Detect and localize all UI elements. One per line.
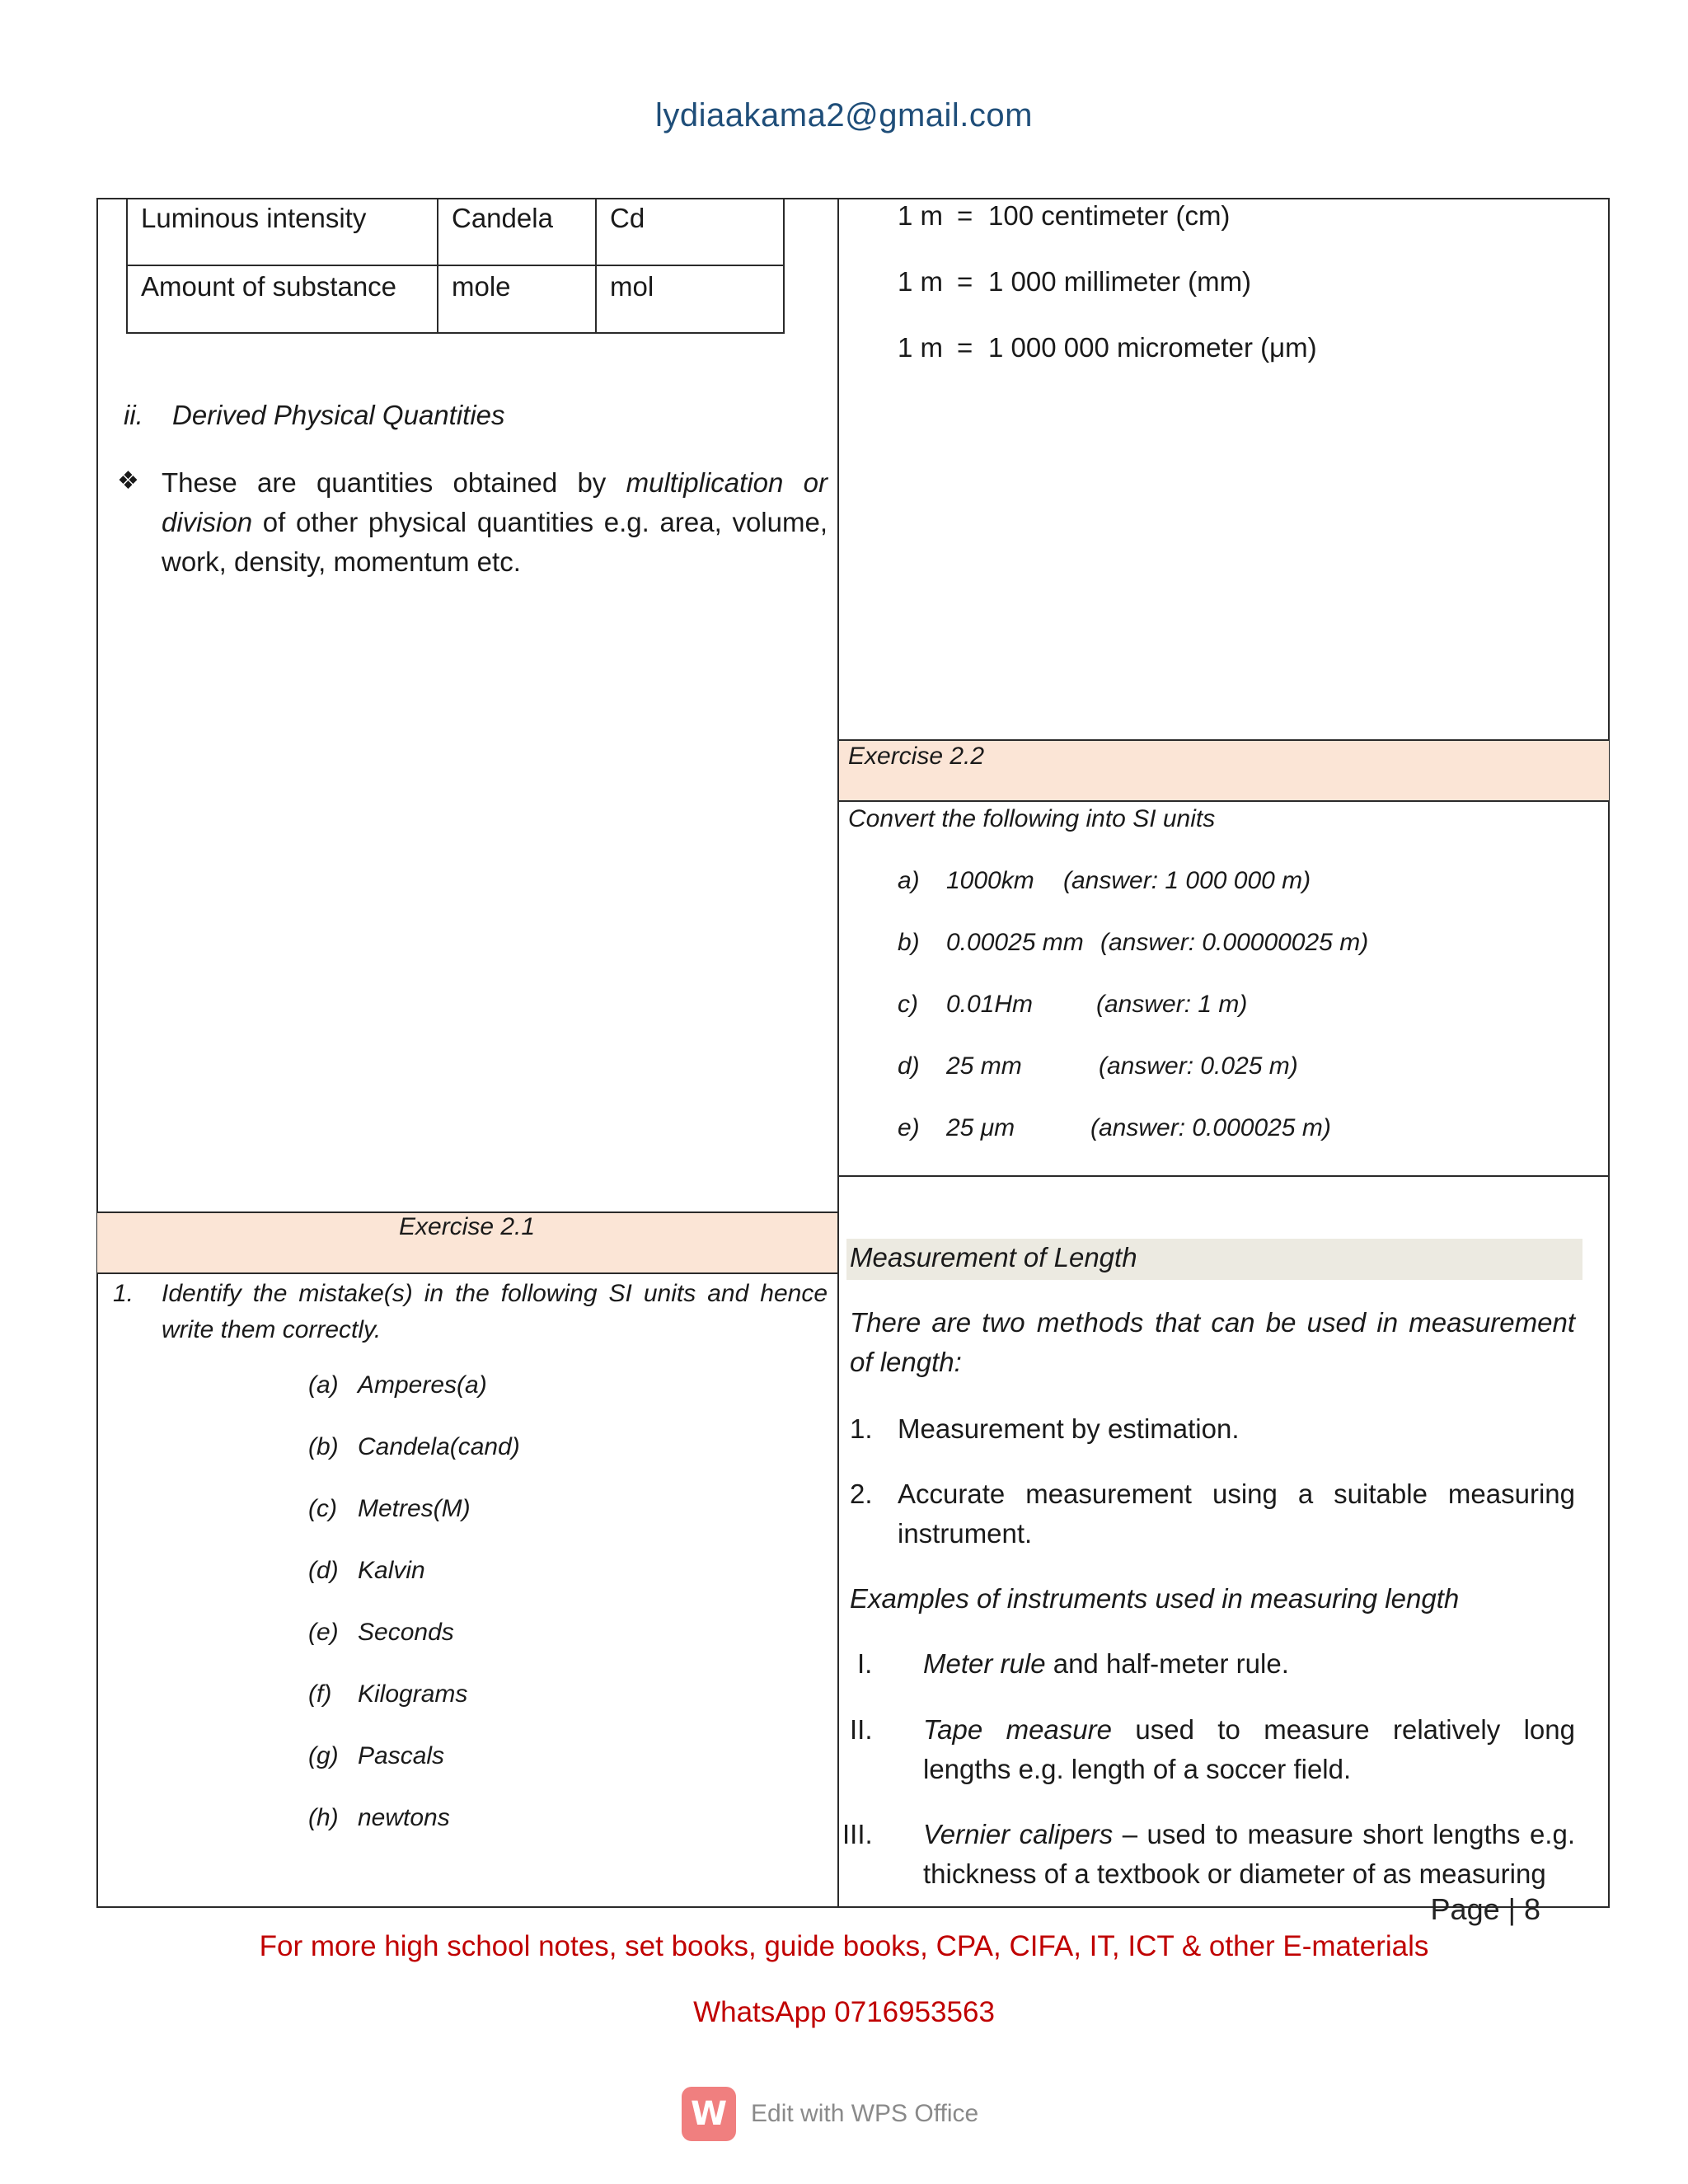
conversion-rhs: 100 centimeter (cm) xyxy=(988,200,1231,231)
list-item-number: 2. xyxy=(850,1479,873,1509)
page-number: Page | 8 xyxy=(1430,1892,1540,1926)
divider-line xyxy=(837,1175,1610,1177)
list-item-text: newtons xyxy=(358,1804,450,1831)
si-units-table xyxy=(126,198,785,334)
list-item-answer: (answer: 1 000 000 m) xyxy=(1063,867,1311,894)
question-number: 1. xyxy=(113,1280,134,1307)
list-item-answer: (answer: 0.00000025 m) xyxy=(1100,929,1369,956)
list-item-number: III. xyxy=(842,1819,873,1849)
list-item-letter: (a) xyxy=(308,1371,339,1399)
table-cell: mol xyxy=(596,265,784,333)
list-item-text: Kilograms xyxy=(358,1680,468,1708)
length-intro: There are two methods that can be used in measurement of length: xyxy=(850,1307,1575,1377)
conversion-eq: = xyxy=(957,266,973,297)
list-item-number: 1. xyxy=(850,1413,873,1444)
exercise-2-1-question: Identify the mistake(s) in the following SI units and hence write them correctly. xyxy=(162,1280,828,1343)
diamond-bullet-icon: ❖ xyxy=(117,467,139,494)
table-row xyxy=(127,265,784,333)
list-item-text: Meter rule and half-meter rule. xyxy=(923,1648,1289,1679)
conversion-rhs: 1 000 millimeter (mm) xyxy=(988,266,1252,297)
list-item-text: Kalvin xyxy=(358,1557,425,1584)
conversion-rhs: 1 000 000 micrometer (μm) xyxy=(988,332,1317,363)
list-item-value: 25 μm xyxy=(946,1114,1015,1141)
list-item-letter: d) xyxy=(898,1052,920,1080)
list-item-answer: (answer: 0.000025 m) xyxy=(1090,1114,1331,1141)
list-item-letter: (g) xyxy=(308,1742,339,1769)
list-item-number: I. xyxy=(857,1648,873,1679)
section-heading: Derived Physical Quantities xyxy=(172,400,505,430)
list-item-letter: (b) xyxy=(308,1433,339,1460)
list-item-letter: (e) xyxy=(308,1619,339,1646)
list-item-value: 25 mm xyxy=(946,1052,1022,1080)
list-item-letter: e) xyxy=(898,1114,920,1141)
column-divider xyxy=(837,198,839,1908)
list-item-value: 0.00025 mm xyxy=(946,929,1084,956)
list-item-answer: (answer: 1 m) xyxy=(1096,991,1248,1018)
header-email: lydiaakama2@gmail.com xyxy=(655,97,1033,134)
list-item-number: II. xyxy=(850,1714,873,1745)
conversion-eq: = xyxy=(957,200,973,231)
list-item-text: Metres(M) xyxy=(358,1495,471,1522)
list-item-text: Amperes(a) xyxy=(358,1371,487,1399)
table-cell: mole xyxy=(438,265,596,333)
length-heading: Measurement of Length xyxy=(850,1242,1137,1272)
conversion-eq: = xyxy=(957,332,973,363)
exercise-2-1-title: Exercise 2.1 xyxy=(399,1213,536,1240)
exercise-2-2-instruction: Convert the following into SI units xyxy=(848,805,1216,832)
conversion-lhs: 1 m xyxy=(898,332,944,363)
derived-definition: These are quantities obtained by multiplication or division of other physical quantities e.g. area, volume, work, density, momentum etc. xyxy=(162,467,828,577)
examples-heading: Examples of instruments used in measuring length xyxy=(850,1583,1460,1614)
table-row xyxy=(127,198,784,265)
table-cell: Candela xyxy=(438,198,596,265)
footer-whatsapp: WhatsApp 0716953563 xyxy=(693,1996,995,2028)
list-item-letter: (h) xyxy=(308,1804,339,1831)
list-item-text: Vernier calipers – used to measure short lengths e.g. thickness of a textbook or diameter of as measuring xyxy=(923,1819,1575,1889)
table-cell: Luminous intensity xyxy=(127,198,438,265)
divider-line xyxy=(96,1272,838,1274)
section-number: ii. xyxy=(124,400,143,430)
table-cell: Cd xyxy=(596,198,784,265)
list-item-letter: b) xyxy=(898,929,920,956)
list-item-letter: c) xyxy=(898,991,918,1018)
list-item-letter: (d) xyxy=(308,1557,339,1584)
footer-promo: For more high school notes, set books, guide books, CPA, CIFA, IT, ICT & other E-materials xyxy=(259,1930,1429,1962)
exercise-2-2-title: Exercise 2.2 xyxy=(848,743,985,770)
list-item-text: Accurate measurement using a suitable measuring instrument. xyxy=(898,1479,1575,1549)
wps-logo-icon: W xyxy=(682,2087,736,2141)
conversion-lhs: 1 m xyxy=(898,200,944,231)
table-cell: Amount of substance xyxy=(127,265,438,333)
list-item-letter: (c) xyxy=(308,1495,337,1522)
list-item-text: Pascals xyxy=(358,1742,445,1769)
list-item-text: Candela(cand) xyxy=(358,1433,520,1460)
list-item-text: Tape measure used to measure relatively long lengths e.g. length of a soccer field. xyxy=(923,1714,1575,1784)
list-item-text: Measurement by estimation. xyxy=(898,1413,1240,1444)
list-item-letter: (f) xyxy=(308,1680,332,1708)
wps-edit-label: Edit with WPS Office xyxy=(751,2100,979,2127)
conversion-lhs: 1 m xyxy=(898,266,944,297)
list-item-text: Seconds xyxy=(358,1619,454,1646)
wps-edit-badge[interactable] xyxy=(682,2087,978,2141)
list-item-value: 1000km xyxy=(946,867,1034,894)
list-item-value: 0.01Hm xyxy=(946,991,1034,1018)
list-item-answer: (answer: 0.025 m) xyxy=(1099,1052,1298,1080)
list-item-letter: a) xyxy=(898,867,920,894)
